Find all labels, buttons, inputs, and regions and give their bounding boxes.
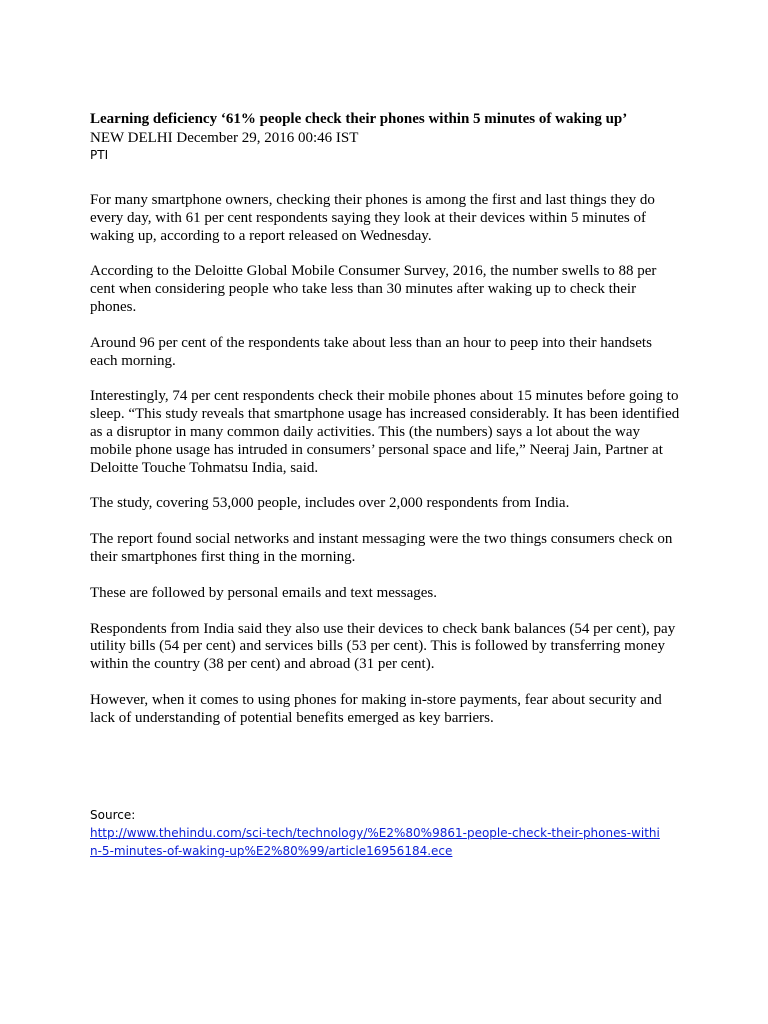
article-paragraph: Interestingly, 74 per cent respondents check their mobile phones about 15 minutes before going to sleep. “This study reveals that smartphone usage has increased considerably. It has been identified as a disruptor in many common daily activities. This (the numbers) says a lot about the way mobile phone usage has intruded in consumers’ personal space and life,” Neeraj Jain, Partner at Deloitte Touche Tohmatsu India, said. bbox=[90, 388, 680, 476]
source-link[interactable]: http://www.thehindu.com/sci-tech/technology/%E2%80%9861-people-check-their-phones-within-5-minutes-of-waking-up%E2%80%99/article16956184.ece bbox=[90, 826, 660, 858]
article-body bbox=[90, 192, 690, 728]
article-dateline: NEW DELHI December 29, 2016 00:46 IST bbox=[90, 130, 359, 146]
source-section bbox=[90, 806, 690, 860]
article-paragraph: However, when it comes to using phones for making in-store payments, fear about security and lack of understanding of potential benefits emerged as key barriers. bbox=[90, 691, 662, 726]
article-paragraph: According to the Deloitte Global Mobile Consumer Survey, 2016, the number swells to 88 per cent when considering people who take less than 30 minutes after waking up to check their phones. bbox=[90, 263, 657, 315]
article-headline: Learning deficiency ‘61% people check their phones within 5 minutes of waking up’ bbox=[90, 111, 628, 127]
article-paragraph: The report found social networks and instant messaging were the two things consumers check on their smartphones first thing in the morning. bbox=[90, 531, 673, 565]
article-paragraph: Respondents from India said they also use their devices to check bank balances (54 per cent), pay utility bills (54 per cent) and services bills (53 per cent). This is followed by transferring money within the country (38 per cent) and abroad (31 per cent). bbox=[90, 620, 676, 673]
article-paragraph: For many smartphone owners, checking their phones is among the first and last things they do every day, with 61 per cent respondents saying they look at their devices within 5 minutes of waking up, according to a report released on Wednesday. bbox=[90, 192, 655, 244]
source-label: Source: bbox=[90, 808, 136, 822]
article-byline: PTI bbox=[90, 148, 109, 162]
article-paragraph: Around 96 per cent of the respondents take about less than an hour to peep into their handsets each morning. bbox=[90, 334, 652, 369]
article-paragraph: The study, covering 53,000 people, includes over 2,000 respondents from India. bbox=[90, 495, 570, 512]
article-paragraph: These are followed by personal emails and text messages. bbox=[90, 584, 437, 601]
document-page bbox=[90, 110, 690, 746]
